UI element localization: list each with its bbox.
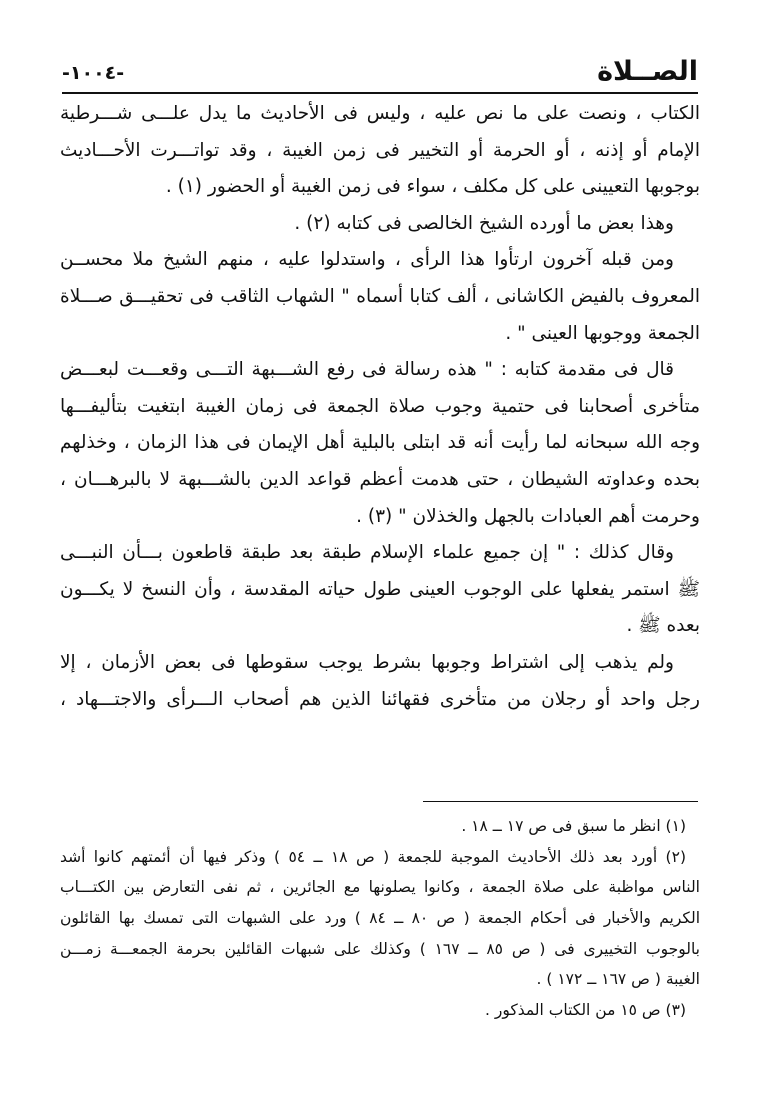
main-text: [60, 96, 700, 718]
text-line: ومن قبله آخرون ارتأوا هذا الرأى ، واستدلوا عليه ، منهم الشيخ ملا محســن: [60, 249, 674, 271]
footnote-line: الناس مواظبة على صلاة الجمعة ، وكانوا يصلونها مع الجائرين ، ثم نفى التعارض بين الكتـــاب: [60, 878, 700, 897]
page-number: -١٠٠٤-: [62, 62, 125, 84]
chapter-title: الصــلاة: [597, 56, 698, 87]
footnote-line: (١) انظر ما سبق فى ص ١٧ ــ ١٨ .: [461, 817, 686, 835]
page-header: [62, 52, 698, 94]
text-line: وهذا بعض ما أورده الشيخ الخالصى فى كتابه (٢) .: [294, 212, 674, 234]
text-line: وحرمت أهم العبادات بالجهل والخذلان " (٣) .: [356, 505, 700, 527]
text-line: بوجوبها التعيينى على كل مكلف ، سواء فى زمن الغيبة أو الحضور (١) .: [165, 176, 700, 198]
footnotes: [60, 811, 700, 1026]
text-line: قال فى مقدمة كتابه : " هذه رسالة فى رفع الشـــبهة التـــى وقعـــت لبعـــض: [60, 359, 674, 381]
text-line: ولم يذهب إلى اشتراط وجوبها بشرط يوجب سقوطها فى بعض الأزمان ، إلا: [60, 651, 674, 673]
text-line: رجل واحد أو رجلان من متأخرى فقهائنا الذين هم أصحاب الـــرأى والاجتـــهاد ،: [60, 688, 700, 710]
text-line: الإمام أو إذنه ، أو الحرمة أو التخيير فى زمن الغيبة ، وقد تواتـــرت الأحـــاديث: [60, 139, 700, 161]
text-line: بعده ﷺ .: [626, 615, 700, 637]
text-line: وقال كذلك : " إن جميع علماء الإسلام طبقة بعد طبقة قاطعون بـــأن النبـــى: [60, 542, 674, 564]
footnote-line: الغيبة ( ص ١٦٧ ــ ١٧٢ ) .: [536, 970, 700, 989]
text-line: ﷺ استمر يفعلها على الوجوب العينى طول حياته المقدسة ، وأن النسخ لا يكـــون: [60, 578, 700, 600]
text-line: وجه الله سبحانه لما رأيت أنه قد ابتلى بالبلية أهل الإيمان فى هذا الزمان ، وخذلهم: [60, 432, 700, 454]
text-line: متأخرى أصحابنا فى حتمية وجوب صلاة الجمعة فى زمان الغيبة ابتغيت بتأليفـــها: [60, 395, 700, 417]
text-line: الجمعة ووجوبها العينى " .: [505, 322, 700, 344]
text-line: بحده وعداوته الشيطان ، حتى هدمت أعظم قواعد الدين بالشـــبهة لا بالبرهـــان ،: [60, 468, 700, 490]
footnote-line: بالوجوب التخييرى فى ( ص ٨٥ ــ ١٦٧ ) وكذلك على شبهات القائلين بحرمة الجمعـــة زمـــن: [60, 939, 700, 958]
text-line: المعروف بالفيض الكاشانى ، ألف كتابا أسماه " الشهاب الثاقب فى تحقيـــق صـــلاة: [60, 285, 700, 307]
footnote-separator: [423, 801, 698, 802]
footnote-line: (٣) ص ١٥ من الكتاب المذكور .: [484, 1001, 686, 1020]
text-line: الكتاب ، ونصت على ما نص عليه ، وليس فى الأحاديث ما يدل علـــى شـــرطية: [60, 103, 700, 124]
footnote-line: الكريم والأخبار فى أحكام الجمعة ( ص ٨٠ ــ ٨٤ ) ورد على الشبهات التى تمسك بها القائلون: [60, 909, 700, 928]
footnote-line: (٢) أورد بعد ذلك الأحاديث الموجبة للجمعة ( ص ١٨ ــ ٥٤ ) وذكر فيها أن أئمتهم كانوا أشد: [60, 847, 686, 866]
